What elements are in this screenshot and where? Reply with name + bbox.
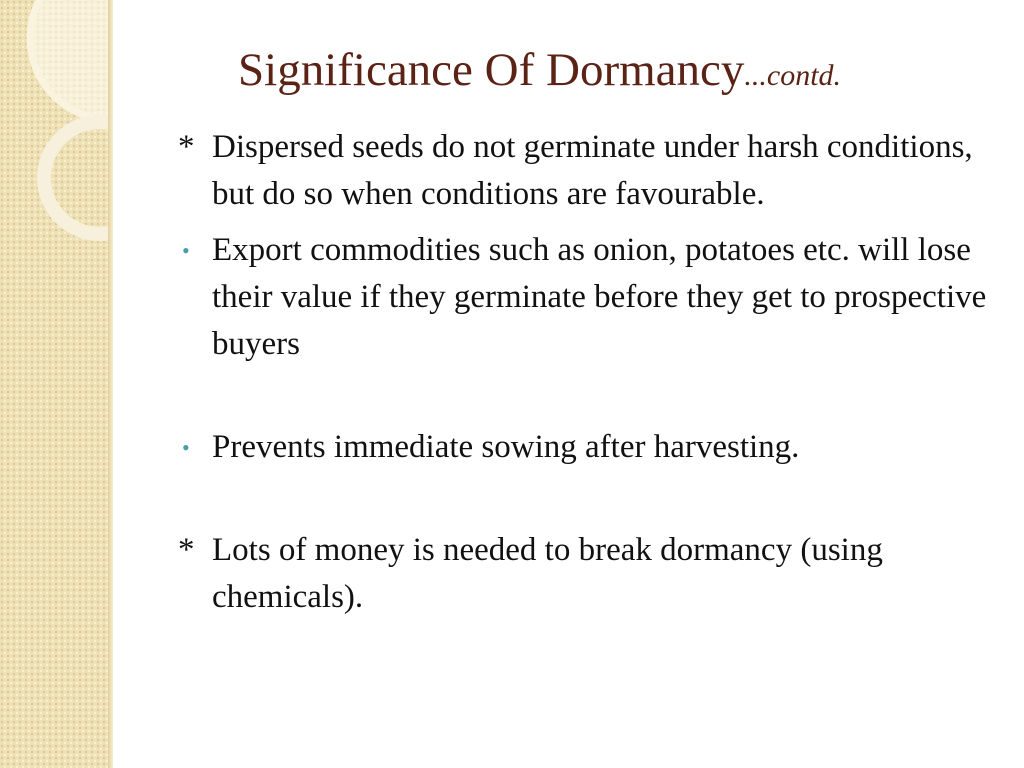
- decorative-side-panel: [0, 0, 112, 768]
- list-item: [178, 227, 1008, 368]
- asterisk-marker: *: [178, 129, 195, 165]
- slide-title: [238, 40, 841, 106]
- list-item: [178, 527, 1008, 621]
- title-suffix: ...contd.: [744, 59, 842, 92]
- list-item-text: Export commodities such as onion, potatoes etc. will lose their value if they germinate before they get to prospective buyers: [212, 232, 987, 362]
- bullet-icon: •: [182, 238, 190, 263]
- bullet-icon: •: [182, 435, 190, 460]
- decorative-rings: [0, 0, 112, 768]
- list-item-text: Prevents immediate sowing after harvesting.: [212, 429, 800, 465]
- list-item: [178, 424, 1008, 471]
- list-item-text: Lots of money is needed to break dormancy (using chemicals).: [212, 532, 883, 615]
- side-panel-edge: [108, 0, 113, 768]
- slide-content: [178, 124, 1008, 621]
- asterisk-marker: *: [178, 532, 195, 568]
- list-item: [178, 124, 1008, 218]
- title-main: Significance Of Dormancy: [238, 44, 745, 96]
- list-item-text: Dispersed seeds do not germinate under harsh conditions, but do so when conditions are favourable.: [212, 129, 973, 212]
